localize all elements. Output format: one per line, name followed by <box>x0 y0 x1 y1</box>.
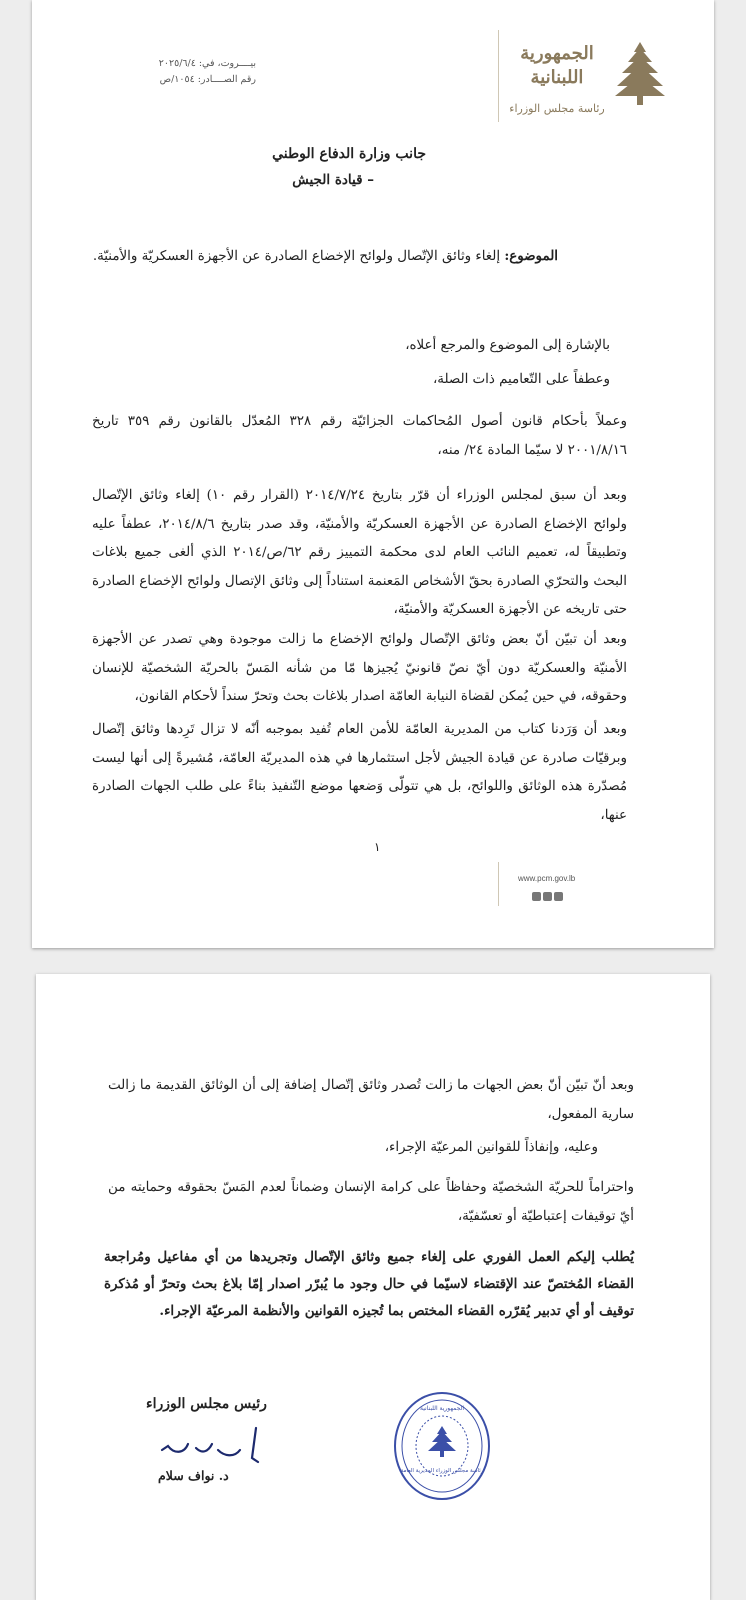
republic-name: الجمهورية اللبنانية <box>520 43 594 88</box>
paragraph-3: وعملاً بأحكام قانون أصول المُحاكمات الجزائيّة رقم ٣٢٨ المُعدّل بالقانون رقم ٣٥٩ تاريخ ٢٠٠١/٨/١٦ لا سيّما المادة ٢٤/ منه، <box>92 414 627 458</box>
letterhead <box>502 28 682 128</box>
paragraph-5: وبعد أن تبيّن أنّ بعض وثائق الإتّصال ولوائح الإخضاع ما زالت موجودة وهي تصدر عن الأجهزة الأمنيّة والعسكريّة دون أيّ نصّ قانونيّ يُجيزها مّا من شأنه المَسّ بالحريّة الشخصيّة للإنسان وحقوقه، في حين يُمكن لقضاة النيابة العامّة اصدار بلاغات بحث وتحرّ سنداً لأحكام القانون، <box>92 632 627 704</box>
letter-page-1 <box>32 0 714 948</box>
letterhead-divider <box>498 30 499 122</box>
subject-line <box>93 248 558 264</box>
addressee-to: جانب وزارة الدفاع الوطني <box>272 146 426 162</box>
signatory-name: د. نواف سلام <box>158 1468 229 1483</box>
paragraph-8: وعليه، وإنفاذاً للقوانين المرعيّة الإجراء، <box>384 1140 598 1155</box>
signature-scribble <box>154 1424 264 1474</box>
paragraph-9: واحتراماً للحريّة الشخصيّة وحفاظاً على كرامة الإنسان وضماناً لعدم المَسّ بحقوقه وحمايته من أيّ توقيفات إعتباطيّة أو تعسّفيّة، <box>108 1180 634 1224</box>
paragraph-2: وعطفاً على التّعاميم ذات الصلة، <box>432 372 610 387</box>
stamp-outer-text: الجمهورية اللبنانية <box>419 1405 465 1412</box>
paragraph-6: وبعد أن وَرَدنا كتاب من المديرية العامّة للأمن العام تُفيد بموجبه أنّه لا تزال تَرِدها وثائق إتّصال وبرقيّات صادرة عن قيادة الجيش لأجل استثمارها في هذه المديريّة العامّة، مُشيرةً إلى أنها ليست مُصدّرة هذه الوثائق واللوائح، بل هي تتولّى وَضعها موضع التّنفيذ بناءً على طلب الجهات الصادرة عنها، <box>92 722 627 823</box>
reference-number: رقم الصــــادر: ١٠٥٤/ص <box>159 74 256 85</box>
paragraph-1: بالإشارة إلى الموضوع والمرجع أعلاه، <box>405 338 610 353</box>
cedar-tree-icon <box>614 40 666 108</box>
place-date: بيــــروت، في: ٢٠٢٥/٦/٤ <box>158 58 256 69</box>
letter-page-2 <box>36 974 710 1600</box>
office-name: رئاسة مجلس الوزراء <box>509 102 605 115</box>
footer-divider <box>498 862 499 906</box>
addressee-dept: – قيادة الجيش <box>292 172 374 188</box>
facebook-icon <box>532 892 541 901</box>
subject-label: الموضوع: <box>504 248 558 264</box>
subject-text: إلغاء وثائق الإتّصال ولوائح الإخضاع الصادرة عن الأجهزة العسكريّة والأمنيّة. <box>92 249 505 264</box>
signatory-title: رئيس مجلس الوزراء <box>146 1396 267 1412</box>
paragraph-10: يُطلب إليكم العمل الفوري على إلغاء جميع وثائق الإتّصال وتجريدها من أي مفاعيل ومُراجعة القضاء المُختصّ عند الإقتضاء لاسيّما في حال وجود ما يُبرّر اصدار إمّا بلاغ بحث وتحرّ أو مُذكرة توقيف أو أي تدبير يُقرّره القضاء المختص بما تُجيزه القوانين والأنظمة المرعيّة الإجراء. <box>104 1249 634 1319</box>
youtube-icon <box>554 892 563 901</box>
paragraph-7: وبعد أنّ تبيّن أنّ بعض الجهات ما زالت تُصدر وثائق إتّصال إضافة إلى أن الوثائق القديمة ما زالت سارية المفعول، <box>108 1078 634 1122</box>
page-number: ١ <box>374 840 381 854</box>
official-stamp <box>392 1390 492 1502</box>
twitter-icon <box>543 892 552 901</box>
cedar-tree-icon <box>428 1426 456 1457</box>
website: www.pcm.gov.lb <box>518 874 576 883</box>
paragraph-4: وبعد أن سبق لمجلس الوزراء أن قرّر بتاريخ ٢٠١٤/٧/٢٤ (القرار رقم ١٠) إلغاء وثائق الإتّصال ولوائح الإخضاع الصادرة عن الأجهزة العسكريّة والأمنيّة، وقد صدر بتاريخ ٢٠١٤/٨/٦، عطفاً عليه وتطبيقاً له، تعميم النائب العام لدى محكمة التمييز رقم ٦٢/ص/٢٠١٤ الذي ألغى جميع بلاغات البحث والتحرّي الصادرة بحقّ الأشخاص المَعنمة استناداً إلى وثائق الإتصال ولوائح الإخضاع الصادرة حتى تاريخه عن الأجهزة العسكريّة والأمنيّة، <box>92 488 627 617</box>
stamp-inner-text: رئاسة مجلس الوزراء المديرية العامة <box>400 1468 484 1474</box>
social-icons <box>530 886 563 905</box>
